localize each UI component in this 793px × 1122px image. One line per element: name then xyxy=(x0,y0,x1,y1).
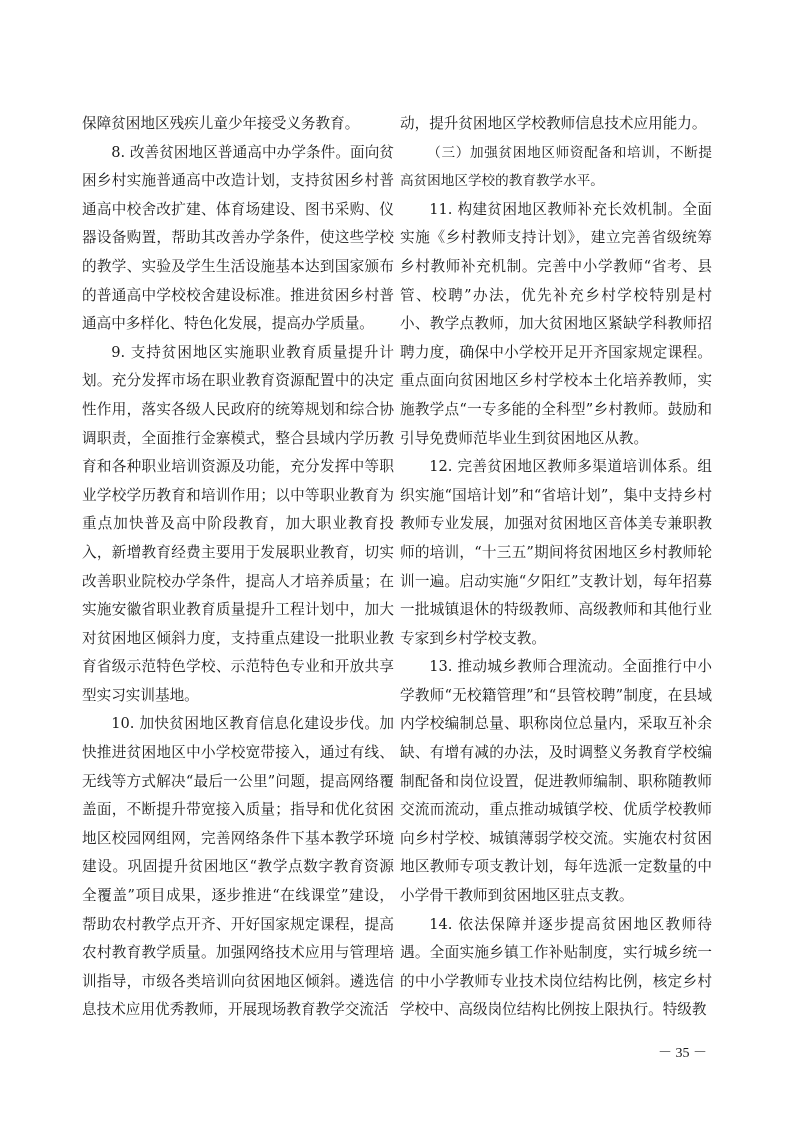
page-number: － 35 － xyxy=(658,1046,707,1061)
right-column xyxy=(400,110,712,1025)
paragraph-continuation: 动，提升贫困地区学校教师信息技术应用能力。 xyxy=(400,115,707,132)
paragraph-item-13: 13. 推动城乡教师合理流动。全面推行中小学教师“无校籍管理”和“县管校聘”制度，在县域内学校编制总量、职称岗位总量内，采取互补余缺、有增有减的办法，及时调整义务教育学校编制配备和岗位设置，促进教师编制、职称随教师交流而流动，重点推动城镇学校、优质学校教师向乡村学校、城镇薄弱学校交流。实施农村贫困地区教师专项支教计划，每年选派一定数量的中小学骨干教师到贫困地区驻点支教。 xyxy=(400,658,712,905)
section-subheading: （三）加强贫困地区师资配备和培训，不断提高贫困地区学校的教育教学水平。 xyxy=(400,144,712,190)
paragraph-item-10: 10. 加快贫困地区教育信息化建设步伐。加快推进贫困地区中小学校宽带接入，通过有线、无线等方式解决“最后一公里”问题，提高网络覆盖面，不断提升带宽接入质量；指导和优化贫困地区校园网组网，完善网络条件下基本教学环境建设。巩固提升贫困地区“教学点数字教育资源全覆盖”项目成果，逐步推进“在线课堂”建设，帮助农村教学点开齐、开好国家规定课程，提高农村教育教学质量。加强网络技术应用与管理培训指导，市级各类培训向贫困地区倾斜。遴选信息技术应用优秀教师，开展现场教育教学交流活 xyxy=(82,715,394,1019)
paragraph-item-8: 8. 改善贫困地区普通高中办学条件。面向贫困乡村实施普通高中改造计划，支持贫困乡村普通高中校舍改扩建、体育场建设、图书采购、仪器设备购置，帮助其改善办学条件，使这些学校的教学、实验及学生生活设施基本达到国家颁布的普通高中学校校舍建设标准。推进贫困乡村普通高中多样化、特色化发展，提高办学质量。 xyxy=(82,143,394,333)
left-column xyxy=(82,110,394,1025)
paragraph-continuation: 保障贫困地区残疾儿童少年接受义务教育。 xyxy=(82,115,360,132)
paragraph-item-9: 9. 支持贫困地区实施职业教育质量提升计划。充分发挥市场在职业教育资源配置中的决定性作用，落实各级人民政府的统筹规划和综合协调职责，全面推行金寨模式，整合县域内学历教育和各种职业培训资源及功能，充分发挥中等职业学校学历教育和培训作用；以中等职业教育为重点加快普及高中阶段教育，加大职业教育投入，新增教育经费主要用于发展职业教育，切实改善职业院校办学条件，提高人才培养质量；在实施安徽省职业教育质量提升工程计划中，加大对贫困地区倾斜力度，支持重点建设一批职业教育省级示范特色学校、示范特色专业和开放共享型实习实训基地。 xyxy=(82,343,394,704)
paragraph-item-12: 12. 完善贫困地区教师多渠道培训体系。组织实施“国培计划”和“省培计划”，集中支持乡村教师专业发展，加强对贫困地区音体美专兼职教师的培训，“十三五”期间将贫困地区乡村教师轮训一遍。启动实施“夕阳红”支教计划，每年招募一批城镇退休的特级教师、高级教师和其他行业专家到乡村学校支教。 xyxy=(400,458,712,647)
paragraph-item-11: 11. 构建贫困地区教师补充长效机制。全面实施《乡村教师支持计划》，建立完善省级统筹乡村教师补充机制。完善中小学教师“省考、县管、校聘”办法，优先补充乡村学校特别是村小、教学点教师，加大贫困地区紧缺学科教师招聘力度，确保中小学校开足开齐国家规定课程。重点面向贫困地区乡村学校本土化培养教师，实施教学点“一专多能的全科型”乡村教师。鼓励和引导免费师范毕业生到贫困地区从教。 xyxy=(400,200,712,447)
paragraph-item-14: 14. 依法保障并逐步提高贫困地区教师待遇。全面实施乡镇工作补贴制度，实行城乡统一的中小学教师专业技术岗位结构比例，核定乡村学校中、高级岗位结构比例按上限执行。特级教 xyxy=(400,915,712,1019)
